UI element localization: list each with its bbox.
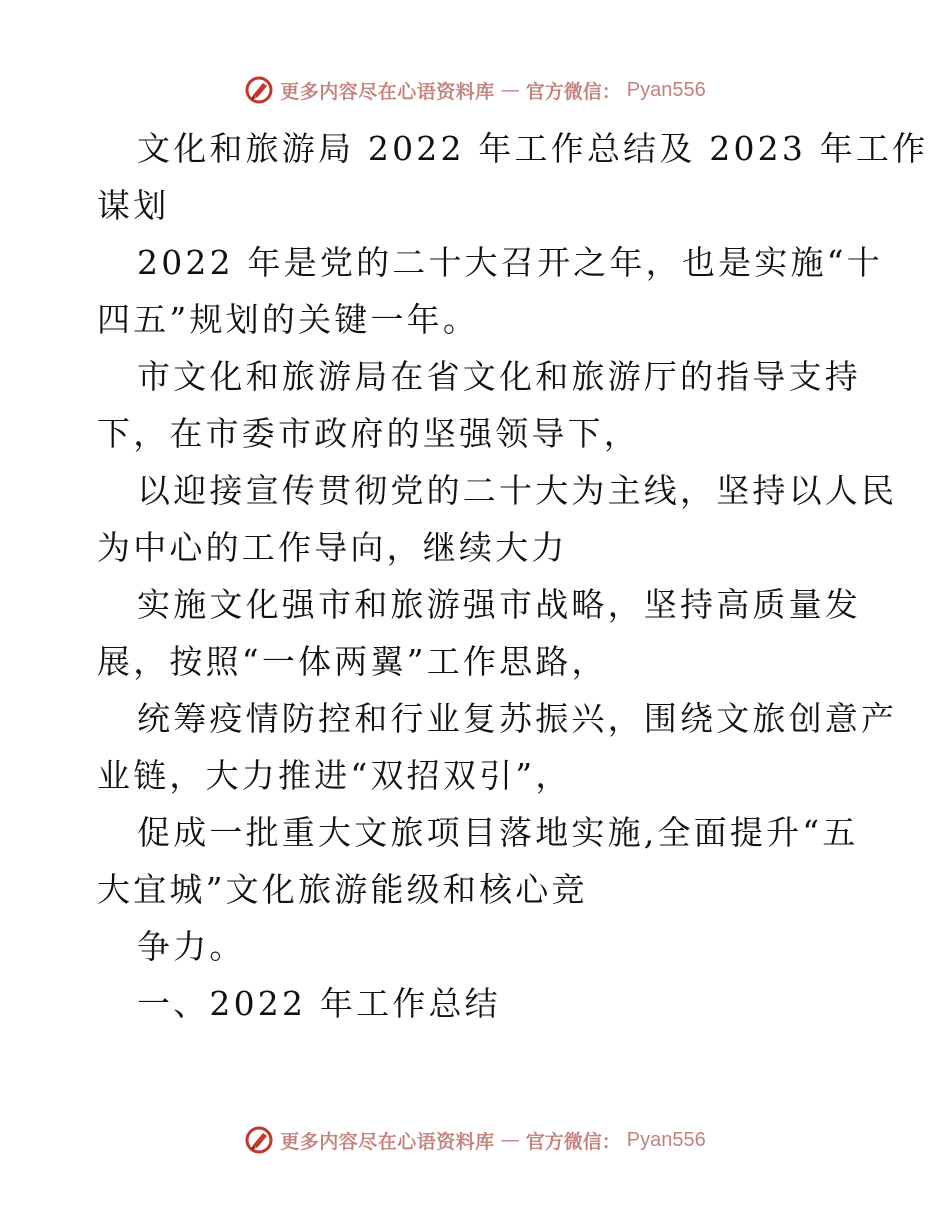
banner-wechat-id: Pyan556 [626,1128,706,1151]
paragraph-line: 下，在市委市政府的坚强领导下， [97,414,640,453]
paragraph [97,576,861,690]
banner-wechat-label: 官方微信： [525,1130,621,1153]
paragraph-line: 以迎接宣传贯彻党的二十大为主线，坚持以人民 [137,471,898,510]
paragraph-line: 大宜城”文化旅游能级和核心竞 [97,870,588,909]
paragraph-line: 统筹疫情防控和行业复苏振兴，围绕文旅创意产 [137,699,898,738]
paragraph-line: 促成一批重大文旅项目落地实施,全面提升“五 [137,813,859,852]
paragraph [97,804,857,918]
paragraph [97,690,898,804]
paragraph-line: 文化和旅游局 2022 年工作总结及 2023 年工作 [137,129,929,168]
banner-site-text: 更多内容尽在心语资料库 [280,1130,495,1153]
paragraph-line: 为中心的工作导向，继续大力 [97,528,568,567]
section-heading [97,975,857,1032]
paragraph-line: 四五”规划的关键一年。 [97,300,480,339]
paragraph-line: 争力。 [137,927,246,966]
banner-separator: — [500,79,520,101]
banner-site-text: 更多内容尽在心语资料库 [280,80,495,103]
pen-logo-icon [244,1125,274,1155]
paragraph-line: 市文化和旅游局在省文化和旅游厅的指导支持 [137,357,861,396]
pen-logo-icon [244,75,274,105]
document-body [97,120,929,1032]
document-title [97,120,929,234]
paragraph-line: 2022 年是党的二十大召开之年，也是实施“十 [137,243,883,282]
paragraph-line: 展，按照“一体两翼”工作思路， [97,642,608,681]
paragraph-line: 一、2022 年工作总结 [137,984,501,1023]
banner-separator: — [500,1129,520,1151]
paragraph [97,348,861,462]
banner-wechat-label: 官方微信： [525,80,621,103]
banner-wechat-id: Pyan556 [626,78,706,101]
paragraph-line: 谋划 [97,186,170,225]
paragraph [97,462,898,576]
header-watermark-banner [0,70,950,110]
paragraph [97,918,857,975]
paragraph [97,234,883,348]
footer-watermark-banner [0,1120,950,1160]
paragraph-line: 实施文化强市和旅游强市战略，坚持高质量发 [137,585,861,624]
paragraph-line: 业链，大力推进“双招双引”， [97,756,572,795]
